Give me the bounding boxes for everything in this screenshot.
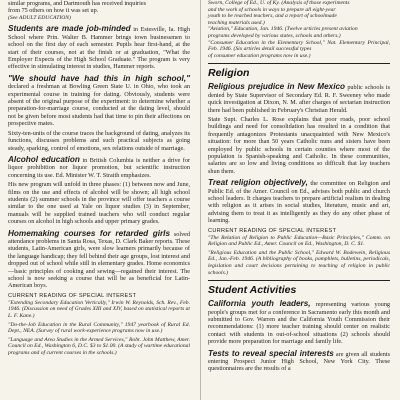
- current-reading-label: CURRENT READING OF SPECIAL INTEREST: [208, 227, 337, 234]
- reading-line: and the work of schools in ways to prepare all eight-year: [208, 6, 336, 13]
- article-homemaking-courses: [8, 229, 190, 290]
- left-column: [8, 0, 190, 359]
- article-title: California youth leaders,: [208, 299, 311, 309]
- reading-continuation: [208, 0, 390, 59]
- article-title: Homemaking courses for retarded girls: [8, 228, 171, 238]
- article-body: are given all students entering Prospect Junior High School, New York City. These questionnaires are the results of a: [208, 350, 391, 373]
- article-body: the committee on Religion and Public Ed. of the Amer. Council on Ed., advises both public and church school leaders. It charges teachers to prepare artificial realism in dealing with religion as it arises in social studies, literature, music and art, advising them to treat it as intelligently as they do any other phase of learning.: [208, 180, 391, 225]
- article-dating-course: [8, 74, 190, 152]
- reading-line: youth to be reached teachers, and a report of schoolmade: [208, 13, 337, 20]
- article-body: in Estesville, Ia. High School where Prin. Walter B. Hammer brings town businessmen to school on the first day of each semester. Pupils hear first-hand, at the start of their courses, not at the finish or at graduation, "What the Employer Expects of the High School Graduate." The program is very effective in stimulating interest in studies, Hammer reports.: [8, 26, 190, 71]
- column-divider: [200, 0, 201, 400]
- article-religious-prejudice: [208, 82, 390, 175]
- reading-entry: "Religious Education and the Public School," Edward W. Bodewein, Religious Ed., Jan.-Feb. 1946. (A bibliography of books, pamphlets, bulletins, periodicals, legislation and court decisions pertaining to teaching of religion in public schools.): [208, 249, 390, 276]
- article-body: declared a freshman at Bowling Green State U. in Ohio, who took an experimental course in training for dating. Obviously, students were absent of the original purpose of the experiment: to determine whether a preparation-for-marriage course, conducted at the dating level, should not be given before most students had that time to pin their affections on prospective mates.: [8, 83, 190, 128]
- article-title: Alcohol education: [8, 154, 80, 164]
- intro-continuation: [8, 0, 190, 21]
- reading-line: "Consumer Education in the Elementary School," Nat. Elementary Principal, Feb. 1946. (Six articles detail successful types: [208, 39, 390, 53]
- reading-line: "Aviation," Education, Jan. 1946. (Twelve articles present aviation: [208, 26, 358, 33]
- article-alcohol-education: [8, 155, 190, 226]
- reading-line: teaching materials used.): [208, 19, 265, 26]
- article-body-paragraph: His new program will unfold in three phases: (1) between now and June, films on the use and effects of alcohol will be shown; all high school students (2) summer schools in the province will offer teachers a course similar to the one used at Yale on liquor studies (3) in September, manuals will be supplied trained teachers who will conduct regular courses on alcohol in high schools and upper primary grades.: [8, 181, 190, 226]
- reading-entry: "Language and Area Studies in the Armed Services," Robt. John Matthew, Amer. Council on Ed., Washington 6, D.C. $3 to $1.00. (A study of wartime educational programs and of current courses in the schools.): [8, 336, 190, 356]
- intro-line: similar programs, and Dartmouth has received inquiries: [8, 0, 146, 7]
- intro-line: from 75 others on how it was set up.: [8, 7, 99, 15]
- right-column: [208, 0, 390, 376]
- article-students-job-minded: [8, 24, 190, 70]
- reading-line: of consumer education programs now in use.): [208, 52, 311, 59]
- article-body: representing various young people's groups met for a conference in Sacramento early this month and submitted to Gov. Warren and the California Youth Commission their recommendations: (1) more teacher training should center on realistic contact with students in out-of-school situations (2) schools should provide more preparation for marriage and family life.: [208, 301, 391, 346]
- current-reading-label: CURRENT READING OF SPECIAL INTEREST: [8, 292, 137, 299]
- article-title: Students are made job-minded: [8, 24, 131, 34]
- article-body-paragraph: State Supt. Charles L. Rose explains that poor roads, poor school buildings and need for consolidation has resulted in a condition that frequently antagonizes Protestants unacquainted with New Mexico's situation: for more than 50 years Catholic nuns and sisters have been employed by public schools in certain counties where most of the population is Spanish-speaking and Catholic. In these communities, salaries are so low and living conditions so difficult that lay teachers shun them.: [208, 115, 390, 175]
- section-header-religion: Religion: [208, 63, 390, 79]
- article-body: public schools is denied by State Supervisor of Secondary Ed. R. F. Sweeney who made quick investigation at Dixon, N. M. after charges of sectarian instruction there had been published in February's Christian Herald.: [208, 84, 391, 114]
- reading-line: programs developed by various states, schools and others.): [208, 32, 341, 39]
- reading-entry: "Do-the-Job Education in the Rural Community," 1947 yearbook of Rural Ed. Dept., NEA. (Survey of rural work-experience programs now in use.): [8, 321, 190, 335]
- article-treat-religion-objectively: [208, 178, 390, 224]
- reading-entry: "Extending Secondary Education Vertically," Irwin W. Reynolds, Sch. Rev., Feb. 1946. (Discussion on need of Grades XIII and XIV, based on statistical reports at L. F. Kane.): [8, 299, 190, 319]
- reading-entry: "The Relation of Religion to Public Education—Basic Principles," Comm. on Religion and Public Ed., Amer. Council on Ed., Washington, D. C. $1.: [208, 234, 390, 248]
- article-body: solved attendance problems in Santa Rosa, Texas, D. Clark Baker reports. These students, Latin-American girls, were slow learners primarily because of the language handicap; they fell behind their age groups, lost interest and dropped out of school while still in elementary grades. Home economics—basic principles of cooking and sewing—regained their interest. The school is now seeking a course that will be as beneficial for Latin-American boys.: [8, 230, 190, 290]
- article-body-paragraph: Sixty-ten-units of the course traces the background of dating, analyzes its functions, discusses problems and such practical subjects as going steady, sparking, control of emotions, sex relations outside of marriage.: [8, 129, 190, 152]
- article-title: Treat religion objectively,: [208, 178, 308, 188]
- article-tests-special-interests: [208, 349, 390, 373]
- article-title: Religious prejudice in New Mexico: [208, 82, 346, 92]
- section-header-student-activities: Student Activities: [208, 280, 390, 296]
- article-title: Tests to reveal special interests: [208, 348, 334, 358]
- see-also-note: (See ADULT EDUCATION): [8, 14, 71, 21]
- reading-line: Sworn, College of Ed., U. of Ky. (Analysis of those experiments: [208, 0, 350, 6]
- article-body: in British Columbia is neither a drive for liquor prohibition nor liquor promotion, but scientific instruction concerning its use. Ed. Minister W. T. Straith emphasizes.: [8, 156, 191, 179]
- article-title: "We should have had this in high school,": [8, 73, 190, 83]
- article-california-youth-leaders: [208, 299, 390, 345]
